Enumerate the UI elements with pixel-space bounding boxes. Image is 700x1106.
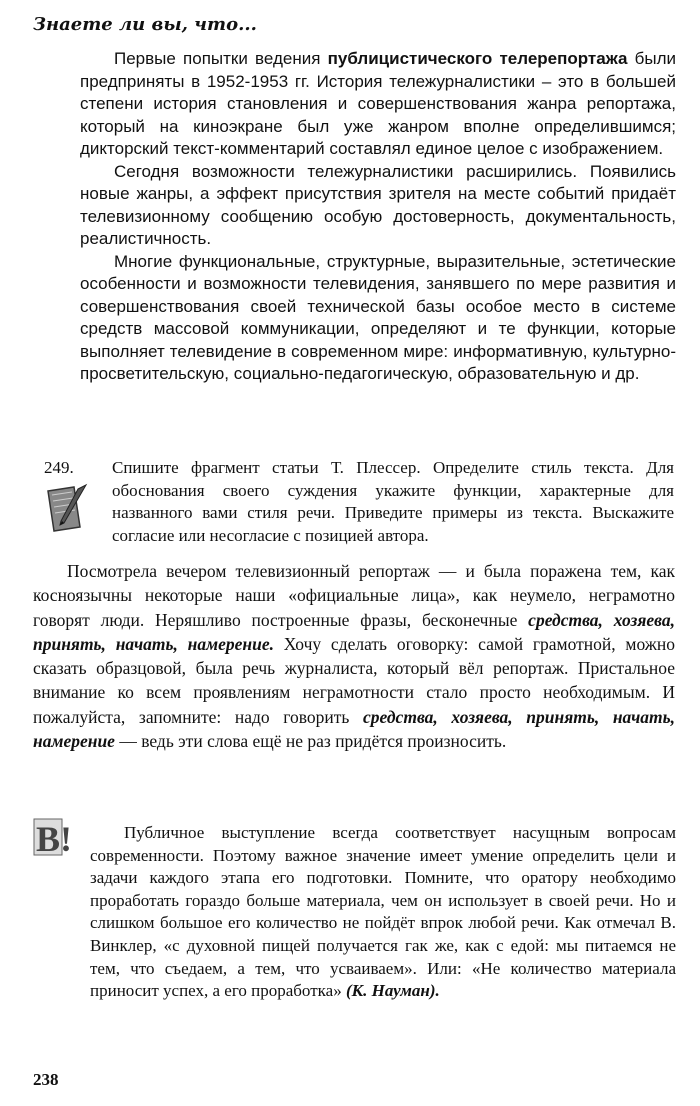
article-part-2: Хочу сделать оговорку: самой грамотной, можно сказать образцовой, была речь журналиста, который вёл репортаж. Пристальное внимание ко всем проявлениям неграмотности стало просто необходимым. И пожалуйста, запомните: надо говорить: [33, 633, 676, 727]
fact-paragraph-1: [80, 48, 676, 161]
note-author: (К. Науман).: [345, 981, 440, 1001]
fact-paragraph-3: Многие функциональные, структурные, выразительные, эстетические особенности и возможности телевидения, занявшего по мере развития и совершенствования своей технической базы особое место в системе средств массовой коммуникации, определяют и те функции, которые выполняет телевидение в современном мире: информативную, культурно-просветительскую, социально-педагогическую, образовательную и др.: [80, 251, 676, 383]
pen-notebook-icon: [44, 483, 88, 535]
fact-1-bold-term: публицистического телерепортажа: [327, 49, 628, 68]
article-part-1: Посмотрела вечером телевизионный репортаж — и была поражена тем, как косноязычны некоторые наши «официальные лица», как неумело, неграмотно говорят люди. Неряшливо построенные фразы, бесконечные: [33, 561, 675, 630]
did-you-know-block: [80, 48, 676, 386]
exercise-number: 249.: [44, 458, 74, 477]
article-emphasis-1: средства, хозяева, принять, начать, намерение.: [33, 609, 675, 654]
fact-1-intro: Первые попытки ведения: [114, 49, 321, 68]
article-fragment: [33, 559, 675, 753]
exercise-249: [44, 457, 674, 547]
article-emphasis-2: средства, хозяева, принять, начать, намерение: [33, 706, 675, 752]
did-you-know-heading: Знаете ли вы, что...: [33, 14, 257, 35]
article-part-3: — ведь эти слова ещё не раз придётся произносить.: [114, 731, 507, 752]
b-exclamation-icon: [33, 818, 75, 856]
public-speaking-note: [90, 822, 676, 1003]
exercise-text: Спишите фрагмент статьи Т. Плессер. Определите стиль текста. Для обоснования своего суждения укажите функции, характерные для названного вами стиля речи. Приведите примеры из текста. Выскажите согласие или несогласие с позицией автора.: [112, 458, 674, 545]
fact-paragraph-2: Сегодня возможности тележурналистики расширились. Появились новые жанры, а эффект присутствия зрителя на месте событий придаёт телевизионному сообщению особую достоверность, документальность, реалистичность.: [80, 161, 676, 248]
note-text: Публичное выступление всегда соответствует насущным вопросам современности. Поэтому важное значение имеет умение определить цели и задачи каждого этапа его подготовки. Помните, что оратору необходимо проработать гораздо больше материала, чем он использует в своей речи. Но и слишком большое его количество не пойдёт впрок любой речи. Как отмечал В. Винклер, «с духовной пищей получается гак же, как с едой: мы питаемся не тем, что съедаем, а тем, что усваиваем». Или: «Не количество материала приносит успех, а его проработка»: [90, 823, 676, 1001]
page-number: 238: [33, 1070, 59, 1089]
b-icon-letter: B!: [36, 819, 72, 856]
fact-1-rest: были предприняты в 1952-1953 гг. История тележурналистики – это в большей степени история становления и совершенствования жанра репортажа, который на киноэкране был уже жанром вполне определившимся; дикторский текст-комментарий составлял единое целое с изображением.: [80, 49, 677, 158]
